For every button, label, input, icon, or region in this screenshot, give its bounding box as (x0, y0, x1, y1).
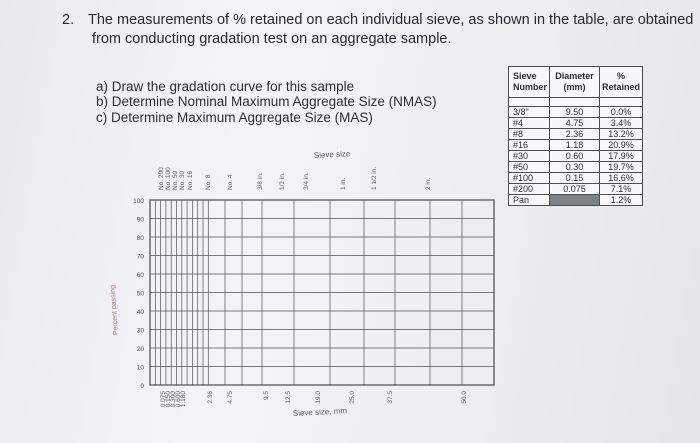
sieve-table (508, 66, 643, 206)
header-retained: % Retained (600, 67, 643, 98)
bottom-size-label: 1.180 (180, 391, 187, 408)
top-sieve-label: No. 50 (172, 170, 179, 190)
top-sieve-labels (158, 167, 432, 190)
bottom-size-label: 2.36 (207, 391, 214, 404)
y-axis-title: Percent passing (109, 284, 120, 336)
top-sieve-label: 1 in. (340, 177, 347, 190)
y-tick-label: 20 (136, 346, 144, 353)
table-row: Pan 1.2% (509, 195, 643, 206)
bottom-size-label: 4.75 (227, 391, 234, 404)
question-number: 2. (62, 12, 75, 28)
bottom-size-label: 0.300 (170, 391, 177, 408)
bottom-size-label: 50.0 (461, 391, 468, 404)
top-sieve-label: 3/8 in. (257, 172, 264, 190)
y-tick-label: 80 (136, 235, 144, 242)
top-sieve-label: 3/4 in. (303, 172, 310, 190)
table-row: #50 0.30 19.7% (509, 162, 643, 173)
top-sieve-label: No. 30 (179, 170, 186, 190)
bottom-size-label: 0.075 (160, 391, 167, 408)
table-row: #30 0.60 17.9% (509, 151, 643, 162)
y-tick-label: 50 (136, 290, 144, 298)
y-tick-label: 90 (136, 216, 144, 224)
table-header-row (509, 67, 643, 98)
y-tick-label: 100 (133, 198, 144, 205)
top-sieve-label: 1 1/2 in. (371, 166, 378, 190)
bottom-size-label: 12.5 (285, 391, 292, 404)
bottom-size-label: 19.0 (315, 391, 322, 404)
header-sieve-number: Sieve Number (509, 67, 550, 98)
top-sieve-label: 2 in. (425, 177, 432, 190)
top-sieve-label: No. 4 (227, 174, 234, 190)
header-diameter: Diameter (mm) (550, 67, 600, 98)
y-tick-label: 60 (136, 272, 144, 279)
table-row: #100 0.15 16.6% (509, 173, 643, 184)
question-line-2: from conducting gradation test on an aggregate sample. (92, 31, 452, 47)
table-row: #8 2.36 13.2% (509, 129, 643, 140)
task-b: b) Determine Nominal Maximum Aggregate Size (NMAS) (96, 94, 437, 109)
table-row: #16 1.18 20.9% (509, 140, 643, 151)
task-c: c) Determine Maximum Aggregate Size (MAS) (96, 110, 373, 125)
top-sieve-label: No. 8 (205, 174, 212, 190)
chart-grid (150, 200, 494, 385)
table-row: #200 0.075 7.1% (509, 184, 643, 195)
bottom-size-label: 0.150 (165, 391, 172, 408)
top-sieve-label: No. 16 (187, 170, 194, 190)
table-row: #4 4.75 3.4% (509, 118, 643, 129)
y-tick-label: 30 (136, 327, 144, 335)
y-tick-label: 70 (136, 253, 144, 261)
bottom-size-label: 9.5 (263, 391, 270, 401)
bottom-size-label: 25.0 (349, 391, 356, 404)
table-spacer-row (509, 98, 643, 107)
bottom-size-label: 37.5 (387, 391, 394, 404)
y-tick-label: 10 (136, 364, 144, 372)
top-sieve-label: 1/2 in. (279, 172, 286, 190)
y-tick-label: 0 (140, 383, 144, 390)
pan-diameter-cell (550, 195, 600, 206)
task-a: a) Draw the gradation curve for this sample (96, 79, 355, 94)
top-sieve-label: No. 100 (165, 167, 172, 190)
y-tick-labels (133, 198, 144, 390)
top-axis-title: Sieve size (313, 149, 351, 160)
bottom-size-label: 0.600 (175, 391, 182, 408)
table-row: 3/8" 9.50 0.0% (509, 107, 643, 118)
bottom-size-labels (160, 391, 468, 408)
top-sieve-label: No. 200 (158, 167, 165, 190)
y-tick-label: 40 (136, 309, 144, 316)
bottom-axis-title: Sieve size, mm (292, 406, 348, 418)
question-text-1: The measurements of % retained on each individual sieve, as shown in the table, are obtained (88, 12, 694, 28)
